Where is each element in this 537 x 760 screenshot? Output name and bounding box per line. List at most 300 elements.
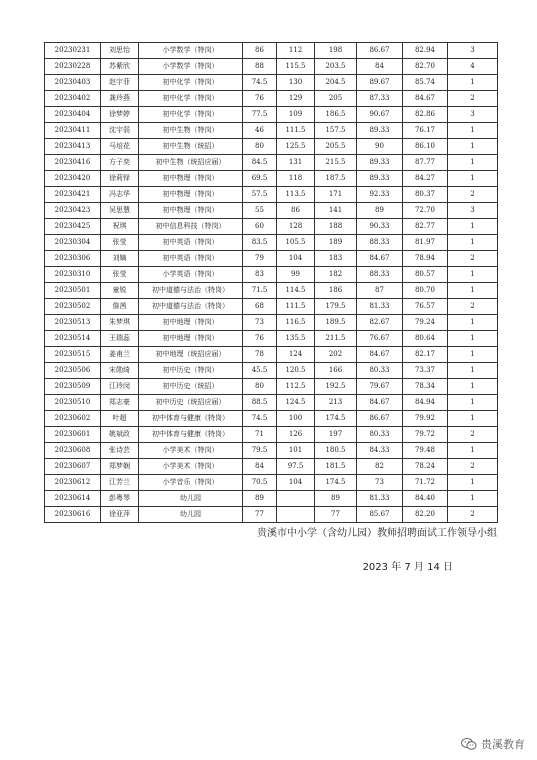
- cell-written-score: 89: [243, 491, 277, 507]
- cell-position: 初中物理（特岗）: [139, 203, 243, 219]
- signature-date: 2023 年 7 月 14 日: [362, 562, 453, 573]
- cell-professional-score: 115.5: [277, 59, 315, 75]
- cell-name: 马培花: [101, 139, 139, 155]
- cell-position: 初中地理（统招应届）: [139, 347, 243, 363]
- cell-interview-score: 80.33: [357, 363, 403, 379]
- cell-position: 初中体育与健康（特岗）: [139, 411, 243, 427]
- cell-final-score: 82.77: [403, 219, 448, 235]
- cell-final-score: 76.57: [403, 299, 448, 315]
- table-row: [45, 139, 498, 155]
- table-row: [45, 459, 498, 475]
- cell-exam-id: 20230616: [45, 507, 101, 523]
- cell-professional-score: 126: [277, 427, 315, 443]
- cell-name: 吴思慧: [101, 203, 139, 219]
- cell-total-written: 186.5: [315, 107, 357, 123]
- cell-final-score: 79.92: [403, 411, 448, 427]
- cell-professional-score: [277, 507, 315, 523]
- cell-total-written: 188: [315, 219, 357, 235]
- cell-final-score: 78.24: [403, 459, 448, 475]
- cell-interview-score: 81.33: [357, 299, 403, 315]
- cell-written-score: 68: [243, 299, 277, 315]
- cell-position: 小学音乐（特岗）: [139, 475, 243, 491]
- cell-name: 姜甫兰: [101, 347, 139, 363]
- cell-professional-score: 109: [277, 107, 315, 123]
- cell-exam-id: 20230402: [45, 91, 101, 107]
- cell-position: 小学英语（特岗）: [139, 267, 243, 283]
- cell-exam-id: 20230506: [45, 363, 101, 379]
- table-row: [45, 363, 498, 379]
- cell-name: 童锐: [101, 283, 139, 299]
- wechat-icon: [461, 737, 477, 751]
- table-row: [45, 427, 498, 443]
- cell-position: 初中生物（特岗）: [139, 123, 243, 139]
- cell-exam-id: 20230502: [45, 299, 101, 315]
- cell-total-written: 171: [315, 187, 357, 203]
- cell-exam-id: 20230411: [45, 123, 101, 139]
- cell-written-score: 74.5: [243, 75, 277, 91]
- cell-interview-score: 76.67: [357, 331, 403, 347]
- cell-written-score: 79: [243, 251, 277, 267]
- cell-position: 小学美术（特岗）: [139, 443, 243, 459]
- cell-professional-score: 99: [277, 267, 315, 283]
- cell-total-written: 189: [315, 235, 357, 251]
- cell-name: 冯志华: [101, 187, 139, 203]
- cell-position: 初中体育与健康（特岗）: [139, 427, 243, 443]
- cell-total-written: 89: [315, 491, 357, 507]
- cell-position: 初中英语（特岗）: [139, 235, 243, 251]
- cell-interview-score: 90: [357, 139, 403, 155]
- table-row: [45, 475, 498, 491]
- cell-professional-score: [277, 491, 315, 507]
- cell-professional-score: 128: [277, 219, 315, 235]
- cell-total-written: 197: [315, 427, 357, 443]
- cell-interview-score: 88.33: [357, 267, 403, 283]
- cell-exam-id: 20230310: [45, 267, 101, 283]
- table-row: [45, 283, 498, 299]
- cell-written-score: 78: [243, 347, 277, 363]
- cell-name: 龚玲燕: [101, 91, 139, 107]
- cell-rank: 1: [448, 75, 498, 91]
- cell-position: 小学美术（特岗）: [139, 459, 243, 475]
- cell-exam-id: 20230612: [45, 475, 101, 491]
- cell-written-score: 69.5: [243, 171, 277, 187]
- cell-final-score: 84.67: [403, 91, 448, 107]
- cell-final-score: 80.64: [403, 331, 448, 347]
- cell-name: 郑志豪: [101, 395, 139, 411]
- cell-total-written: 179.5: [315, 299, 357, 315]
- table-row: [45, 443, 498, 459]
- cell-name: 徐亚萍: [101, 507, 139, 523]
- cell-total-written: 181.5: [315, 459, 357, 475]
- cell-rank: 1: [448, 267, 498, 283]
- cell-position: 幼儿园: [139, 507, 243, 523]
- cell-total-written: 174.5: [315, 475, 357, 491]
- cell-position: 初中生物（统招应届）: [139, 155, 243, 171]
- cell-interview-score: 89: [357, 203, 403, 219]
- cell-professional-score: 104: [277, 251, 315, 267]
- cell-total-written: 215.5: [315, 155, 357, 171]
- watermark-text: 贵溪教育: [481, 738, 525, 751]
- cell-final-score: 84.27: [403, 171, 448, 187]
- cell-rank: 1: [448, 347, 498, 363]
- table-row: [45, 203, 498, 219]
- cell-interview-score: 73: [357, 475, 403, 491]
- cell-name: 苏紫欣: [101, 59, 139, 75]
- cell-exam-id: 20230231: [45, 43, 101, 59]
- cell-written-score: 60: [243, 219, 277, 235]
- cell-interview-score: 89.67: [357, 75, 403, 91]
- cell-position: 幼儿园: [139, 491, 243, 507]
- table-row: [45, 59, 498, 75]
- cell-rank: 3: [448, 203, 498, 219]
- cell-position: 初中英语（特岗）: [139, 251, 243, 267]
- cell-final-score: 82.94: [403, 43, 448, 59]
- cell-written-score: 88.5: [243, 395, 277, 411]
- cell-rank: 1: [448, 443, 498, 459]
- cell-position: 初中化学（特岗）: [139, 75, 243, 91]
- cell-position: 初中道德与法治（特岗）: [139, 299, 243, 315]
- cell-rank: 1: [448, 363, 498, 379]
- cell-interview-score: 82: [357, 459, 403, 475]
- cell-professional-score: 104: [277, 475, 315, 491]
- cell-professional-score: 111.5: [277, 123, 315, 139]
- cell-written-score: 86: [243, 43, 277, 59]
- cell-rank: 1: [448, 315, 498, 331]
- cell-written-score: 55: [243, 203, 277, 219]
- cell-final-score: 73.37: [403, 363, 448, 379]
- cell-exam-id: 20230607: [45, 459, 101, 475]
- cell-professional-score: 118: [277, 171, 315, 187]
- cell-written-score: 46: [243, 123, 277, 139]
- cell-final-score: 80.57: [403, 267, 448, 283]
- cell-written-score: 76: [243, 91, 277, 107]
- cell-name: 方子奕: [101, 155, 139, 171]
- cell-written-score: 84.5: [243, 155, 277, 171]
- cell-name: 詹茜: [101, 299, 139, 315]
- cell-rank: 4: [448, 59, 498, 75]
- cell-position: 初中历史（统招）: [139, 379, 243, 395]
- cell-final-score: 84.94: [403, 395, 448, 411]
- cell-professional-score: 124.5: [277, 395, 315, 411]
- cell-name: 祝琪: [101, 219, 139, 235]
- cell-exam-id: 20230614: [45, 491, 101, 507]
- cell-professional-score: 101: [277, 443, 315, 459]
- cell-interview-score: 86.67: [357, 411, 403, 427]
- cell-professional-score: 130: [277, 75, 315, 91]
- cell-exam-id: 20230403: [45, 75, 101, 91]
- cell-exam-id: 20230515: [45, 347, 101, 363]
- table-row: [45, 123, 498, 139]
- table-row: [45, 331, 498, 347]
- cell-professional-score: 131: [277, 155, 315, 171]
- cell-rank: 1: [448, 219, 498, 235]
- cell-exam-id: 20230404: [45, 107, 101, 123]
- cell-professional-score: 116.5: [277, 315, 315, 331]
- cell-total-written: 203.5: [315, 59, 357, 75]
- cell-interview-score: 89.33: [357, 155, 403, 171]
- cell-rank: 2: [448, 299, 498, 315]
- signature-organization: 贵溪市中小学（含幼儿园）教师招聘面试工作领导小组: [257, 528, 497, 539]
- cell-rank: 3: [448, 43, 498, 59]
- cell-interview-score: 81.33: [357, 491, 403, 507]
- cell-interview-score: 84.67: [357, 347, 403, 363]
- cell-total-written: 141: [315, 203, 357, 219]
- cell-total-written: 189.5: [315, 315, 357, 331]
- cell-rank: 2: [448, 187, 498, 203]
- cell-final-score: 86.10: [403, 139, 448, 155]
- cell-total-written: 213: [315, 395, 357, 411]
- cell-total-written: 187.5: [315, 171, 357, 187]
- cell-interview-score: 79.67: [357, 379, 403, 395]
- cell-exam-id: 20230421: [45, 187, 101, 203]
- cell-exam-id: 20230510: [45, 395, 101, 411]
- cell-name: 郑梦娴: [101, 459, 139, 475]
- table-row: [45, 491, 498, 507]
- cell-final-score: 72.70: [403, 203, 448, 219]
- cell-interview-score: 84.67: [357, 251, 403, 267]
- table-row: [45, 299, 498, 315]
- cell-total-written: 211.5: [315, 331, 357, 347]
- cell-written-score: 77: [243, 507, 277, 523]
- cell-name: 姚斌政: [101, 427, 139, 443]
- cell-final-score: 82.17: [403, 347, 448, 363]
- table-row: [45, 267, 498, 283]
- cell-total-written: 202: [315, 347, 357, 363]
- cell-final-score: 82.70: [403, 59, 448, 75]
- cell-rank: 1: [448, 123, 498, 139]
- cell-position: 初中信息科技（特岗）: [139, 219, 243, 235]
- cell-interview-score: 84: [357, 59, 403, 75]
- cell-written-score: 79.5: [243, 443, 277, 459]
- cell-rank: 2: [448, 91, 498, 107]
- cell-name: 宋勋绮: [101, 363, 139, 379]
- cell-written-score: 83: [243, 267, 277, 283]
- cell-interview-score: 88.33: [357, 235, 403, 251]
- cell-written-score: 80: [243, 379, 277, 395]
- cell-position: 初中地理（特岗）: [139, 315, 243, 331]
- cell-total-written: 183: [315, 251, 357, 267]
- cell-total-written: 204.5: [315, 75, 357, 91]
- cell-rank: 1: [448, 395, 498, 411]
- cell-professional-score: 124: [277, 347, 315, 363]
- cell-final-score: 82.20: [403, 507, 448, 523]
- cell-exam-id: 20230228: [45, 59, 101, 75]
- cell-exam-id: 20230306: [45, 251, 101, 267]
- cell-total-written: 157.5: [315, 123, 357, 139]
- cell-exam-id: 20230420: [45, 171, 101, 187]
- cell-written-score: 80: [243, 139, 277, 155]
- cell-written-score: 57.5: [243, 187, 277, 203]
- cell-name: 王瑞蕊: [101, 331, 139, 347]
- cell-rank: 1: [448, 139, 498, 155]
- table-row: [45, 379, 498, 395]
- cell-professional-score: 100: [277, 411, 315, 427]
- cell-professional-score: 135.5: [277, 331, 315, 347]
- cell-exam-id: 20230509: [45, 379, 101, 395]
- table-row: [45, 155, 498, 171]
- cell-name: 徐梦婷: [101, 107, 139, 123]
- cell-rank: 1: [448, 491, 498, 507]
- table-row: [45, 187, 498, 203]
- cell-position: 初中道德与法治（特岗）: [139, 283, 243, 299]
- cell-exam-id: 20230304: [45, 235, 101, 251]
- cell-exam-id: 20230514: [45, 331, 101, 347]
- cell-interview-score: 84.33: [357, 443, 403, 459]
- cell-interview-score: 90.67: [357, 107, 403, 123]
- cell-name: 张莹: [101, 267, 139, 283]
- cell-interview-score: 92.33: [357, 187, 403, 203]
- cell-position: 初中化学（特岗）: [139, 107, 243, 123]
- table-row: [45, 107, 498, 123]
- table-row: [45, 395, 498, 411]
- table-row: [45, 507, 498, 523]
- cell-written-score: 70.5: [243, 475, 277, 491]
- table-row: [45, 347, 498, 363]
- cell-total-written: 205: [315, 91, 357, 107]
- cell-exam-id: 20230602: [45, 411, 101, 427]
- cell-final-score: 82.86: [403, 107, 448, 123]
- table-row: [45, 75, 498, 91]
- cell-written-score: 84: [243, 459, 277, 475]
- cell-total-written: 205.5: [315, 139, 357, 155]
- cell-position: 初中地理（特岗）: [139, 331, 243, 347]
- cell-written-score: 77.5: [243, 107, 277, 123]
- cell-rank: 1: [448, 235, 498, 251]
- cell-exam-id: 20230513: [45, 315, 101, 331]
- cell-final-score: 76.17: [403, 123, 448, 139]
- table-row: [45, 91, 498, 107]
- cell-professional-score: 86: [277, 203, 315, 219]
- cell-interview-score: 90.33: [357, 219, 403, 235]
- cell-interview-score: 89.33: [357, 123, 403, 139]
- cell-professional-score: 114.5: [277, 283, 315, 299]
- cell-name: 叶超: [101, 411, 139, 427]
- table-row: [45, 235, 498, 251]
- cell-professional-score: 113.5: [277, 187, 315, 203]
- cell-interview-score: 80.33: [357, 427, 403, 443]
- cell-written-score: 71.5: [243, 283, 277, 299]
- cell-interview-score: 87.33: [357, 91, 403, 107]
- cell-professional-score: 105.5: [277, 235, 315, 251]
- cell-written-score: 71: [243, 427, 277, 443]
- cell-rank: 2: [448, 427, 498, 443]
- cell-total-written: 166: [315, 363, 357, 379]
- cell-rank: 1: [448, 331, 498, 347]
- cell-total-written: 180.5: [315, 443, 357, 459]
- cell-name: 江芳兰: [101, 475, 139, 491]
- cell-professional-score: 129: [277, 91, 315, 107]
- cell-final-score: 85.74: [403, 75, 448, 91]
- cell-written-score: 88: [243, 59, 277, 75]
- cell-position: 小学数学（特岗）: [139, 43, 243, 59]
- cell-exam-id: 20230601: [45, 427, 101, 443]
- cell-final-score: 79.24: [403, 315, 448, 331]
- table-row: [45, 315, 498, 331]
- cell-written-score: 76: [243, 331, 277, 347]
- cell-exam-id: 20230423: [45, 203, 101, 219]
- cell-interview-score: 89.33: [357, 171, 403, 187]
- table-row: [45, 171, 498, 187]
- cell-interview-score: 84.67: [357, 395, 403, 411]
- cell-position: 初中历史（特岗）: [139, 363, 243, 379]
- cell-name: 朱梦琪: [101, 315, 139, 331]
- cell-final-score: 71.72: [403, 475, 448, 491]
- cell-total-written: 174.5: [315, 411, 357, 427]
- cell-final-score: 84.40: [403, 491, 448, 507]
- cell-position: 初中物理（特岗）: [139, 187, 243, 203]
- cell-rank: 1: [448, 283, 498, 299]
- cell-rank: 1: [448, 155, 498, 171]
- cell-rank: 1: [448, 379, 498, 395]
- cell-name: 江玲闵: [101, 379, 139, 395]
- cell-written-score: 74.5: [243, 411, 277, 427]
- results-table: [44, 42, 498, 523]
- cell-total-written: 182: [315, 267, 357, 283]
- table-row: [45, 411, 498, 427]
- cell-written-score: 83.5: [243, 235, 277, 251]
- cell-name: 徐莉铎: [101, 171, 139, 187]
- cell-exam-id: 20230501: [45, 283, 101, 299]
- cell-name: 彭粤琴: [101, 491, 139, 507]
- cell-position: 初中生物（统招）: [139, 139, 243, 155]
- cell-rank: 2: [448, 251, 498, 267]
- table-row: [45, 219, 498, 235]
- cell-final-score: 78.94: [403, 251, 448, 267]
- table-row: [45, 251, 498, 267]
- cell-rank: 1: [448, 475, 498, 491]
- cell-rank: 1: [448, 171, 498, 187]
- cell-exam-id: 20230413: [45, 139, 101, 155]
- cell-name: 赵宇菲: [101, 75, 139, 91]
- cell-written-score: 73: [243, 315, 277, 331]
- cell-name: 张莹: [101, 235, 139, 251]
- cell-total-written: 198: [315, 43, 357, 59]
- cell-exam-id: 20230425: [45, 219, 101, 235]
- cell-rank: 1: [448, 411, 498, 427]
- cell-exam-id: 20230608: [45, 443, 101, 459]
- watermark: [461, 736, 525, 752]
- cell-final-score: 78.34: [403, 379, 448, 395]
- cell-final-score: 81.97: [403, 235, 448, 251]
- table-row: [45, 43, 498, 59]
- cell-final-score: 87.77: [403, 155, 448, 171]
- cell-professional-score: 111.5: [277, 299, 315, 315]
- cell-rank: 3: [448, 107, 498, 123]
- cell-rank: 2: [448, 459, 498, 475]
- cell-interview-score: 82.67: [357, 315, 403, 331]
- cell-total-written: 192.5: [315, 379, 357, 395]
- cell-professional-score: 120.5: [277, 363, 315, 379]
- cell-rank: 2: [448, 507, 498, 523]
- cell-name: 沈宇弱: [101, 123, 139, 139]
- cell-professional-score: 97.5: [277, 459, 315, 475]
- cell-interview-score: 86.67: [357, 43, 403, 59]
- cell-final-score: 79.72: [403, 427, 448, 443]
- cell-final-score: 80.37: [403, 187, 448, 203]
- cell-total-written: 186: [315, 283, 357, 299]
- cell-position: 初中化学（特岗）: [139, 91, 243, 107]
- cell-total-written: 77: [315, 507, 357, 523]
- cell-final-score: 79.48: [403, 443, 448, 459]
- cell-name: 张诗芸: [101, 443, 139, 459]
- cell-interview-score: 85.67: [357, 507, 403, 523]
- cell-position: 初中物理（特岗）: [139, 171, 243, 187]
- cell-position: 初中历史（统招应届）: [139, 395, 243, 411]
- cell-name: 刘嫡: [101, 251, 139, 267]
- cell-interview-score: 87: [357, 283, 403, 299]
- cell-exam-id: 20230416: [45, 155, 101, 171]
- cell-professional-score: 112.5: [277, 379, 315, 395]
